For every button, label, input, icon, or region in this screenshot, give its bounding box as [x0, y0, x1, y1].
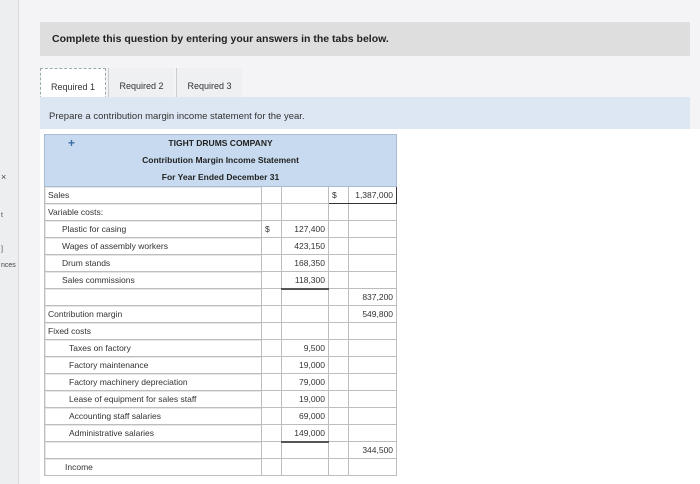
total-fixed-row — [45, 442, 397, 459]
variable-cost-label[interactable]: Sales commissions — [45, 272, 262, 289]
company-name: TIGHT DRUMS COMPANY — [168, 138, 273, 148]
variable-cost-value[interactable]: 127,400 — [282, 221, 329, 238]
empty-cell[interactable] — [262, 187, 282, 204]
statement-period: For Year Ended December 31 — [161, 172, 280, 182]
table-row — [45, 238, 397, 255]
fixed-cost-value[interactable]: 9,500 — [282, 340, 329, 357]
sales-row — [45, 187, 397, 204]
variable-cost-label[interactable]: Drum stands — [45, 255, 262, 272]
fixed-cost-value[interactable]: 19,000 — [282, 357, 329, 374]
variable-cost-value[interactable]: 118,300 — [282, 272, 329, 289]
fixed-cost-value[interactable]: 149,000 — [282, 425, 329, 442]
table-row — [45, 272, 397, 289]
table-row — [45, 340, 397, 357]
variable-cost-value[interactable]: 168,350 — [282, 255, 329, 272]
fixed-cost-label[interactable]: Taxes on factory — [45, 340, 262, 357]
left-sidebar-strip — [0, 0, 19, 484]
table-row — [45, 408, 397, 425]
empty-label[interactable] — [45, 442, 262, 459]
variable-costs-label[interactable]: Variable costs: — [45, 204, 262, 221]
fixed-cost-label[interactable]: Factory machinery depreciation — [45, 374, 262, 391]
sidebar-fragment-t: t — [1, 212, 3, 219]
fixed-cost-value[interactable]: 79,000 — [282, 374, 329, 391]
table-row — [45, 391, 397, 408]
empty-cell[interactable] — [282, 187, 329, 204]
table-row — [45, 221, 397, 238]
income-label[interactable]: Income — [45, 459, 262, 476]
prompt-text: Prepare a contribution margin income statement for the year. — [49, 111, 305, 122]
fixed-costs-header-row — [45, 323, 397, 340]
add-row-icon[interactable]: + — [68, 136, 76, 150]
fixed-cost-label[interactable]: Factory maintenance — [45, 357, 262, 374]
tab-required-3[interactable]: Required 3 — [176, 68, 242, 104]
fixed-cost-label[interactable]: Administrative salaries — [45, 425, 262, 442]
statement-header — [45, 135, 397, 187]
tab-required-1[interactable]: Required 1 — [40, 68, 106, 104]
variable-costs-header-row — [45, 204, 397, 221]
sales-label[interactable]: Sales — [45, 187, 262, 204]
fixed-cost-value[interactable]: 19,000 — [282, 391, 329, 408]
contribution-margin-row — [45, 306, 397, 323]
fixed-cost-label[interactable]: Lease of equipment for sales staff — [45, 391, 262, 408]
fixed-cost-value[interactable]: 69,000 — [282, 408, 329, 425]
table-row — [45, 357, 397, 374]
variable-cost-label[interactable]: Wages of assembly workers — [45, 238, 262, 255]
contribution-margin-label[interactable]: Contribution margin — [45, 306, 262, 323]
income-row — [45, 459, 397, 476]
tab-required-2[interactable]: Required 2 — [108, 68, 174, 104]
total-fixed-costs-value[interactable]: 344,500 — [349, 442, 397, 459]
instruction-text: Complete this question by entering your answers in the tabs below. — [52, 33, 389, 45]
empty-label[interactable] — [45, 289, 262, 306]
sales-dollar-sign: $ — [329, 187, 349, 204]
table-row — [45, 425, 397, 442]
statement-name: Contribution Margin Income Statement — [142, 155, 299, 165]
contribution-margin-value[interactable]: 549,800 — [349, 306, 397, 323]
income-value[interactable] — [349, 459, 397, 476]
total-variable-row — [45, 289, 397, 306]
close-icon[interactable]: × — [1, 172, 7, 182]
table-row — [45, 255, 397, 272]
sidebar-fragment-bracket: ] — [1, 246, 3, 253]
instruction-bar — [40, 22, 690, 56]
variable-cost-value[interactable]: 423,150 — [282, 238, 329, 255]
sidebar-fragment-nces[interactable]: nces — [1, 262, 16, 269]
total-variable-costs-value[interactable]: 837,200 — [349, 289, 397, 306]
fixed-cost-label[interactable]: Accounting staff salaries — [45, 408, 262, 425]
variable-dollar-sign: $ — [262, 221, 282, 238]
table-row — [45, 374, 397, 391]
income-statement-table — [44, 134, 397, 476]
variable-cost-label[interactable]: Plastic for casing — [45, 221, 262, 238]
sales-value[interactable]: 1,387,000 — [349, 187, 397, 204]
fixed-costs-label[interactable]: Fixed costs — [45, 323, 262, 340]
prompt-band — [40, 97, 690, 129]
